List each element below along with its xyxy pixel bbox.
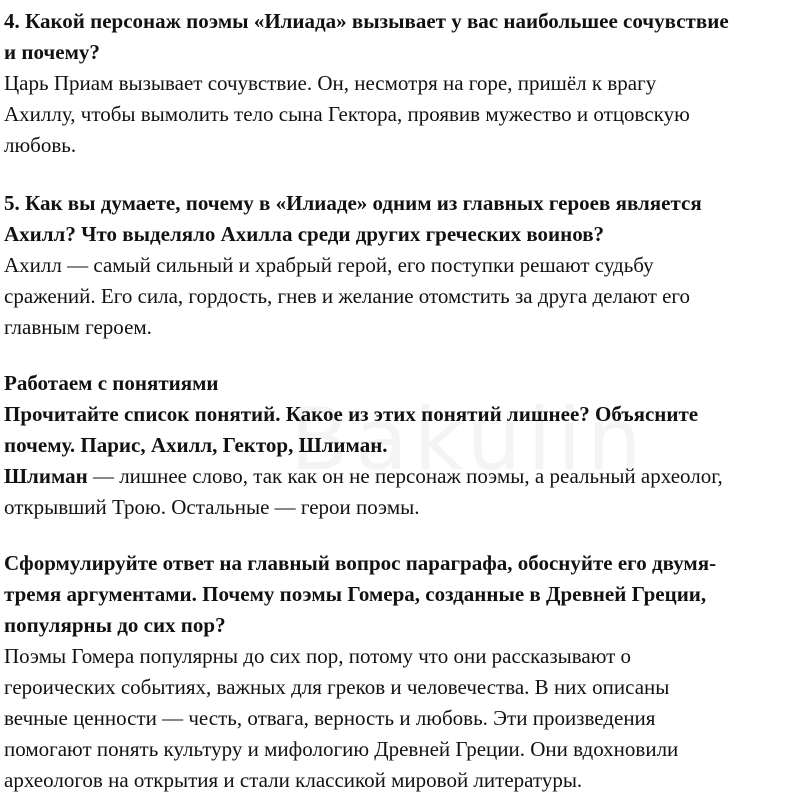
concepts-answer-rest: — лишнее слово, так как он не персонаж поэмы, а реальный археолог, открывший Трою. Остальные — герои поэмы. xyxy=(4,464,723,519)
main-question-block xyxy=(4,548,796,796)
answer-4-text: Царь Приам вызывает сочувствие. Он, несмотря на горе, пришёл к врагу Ахиллу, чтобы вымолить тело сына Гектора, проявив мужество и отцовскую любовь. xyxy=(4,71,690,157)
concepts-answer-keyword: Шлиман xyxy=(4,464,88,488)
answer-5-text: Ахилл — самый сильный и храбрый герой, его поступки решают судьбу сражений. Его сила, гордость, гнев и желание отомстить за друга делают его главным героем. xyxy=(4,253,691,339)
main-question-text: Сформулируйте ответ на главный вопрос параграфа, обоснуйте его двумя- тремя аргументами. Почему поэмы Гомера, созданные в Древней Греции, популярны до сих пор? xyxy=(4,551,717,637)
question-4-text: 4. Какой персонаж поэмы «Илиада» вызывает у вас наибольшее сочувствие и почему? xyxy=(4,9,729,64)
question-block-5 xyxy=(4,188,796,343)
concepts-question-text: Работаем с понятиями Прочитайте список понятий. Какое из этих понятий лишнее? Объясните почему. Парис, Ахилл, Гектор, Шлиман. xyxy=(4,371,699,457)
question-block-4 xyxy=(4,6,796,161)
question-5-text: 5. Как вы думаете, почему в «Илиаде» одним из главных героев является Ахилл? Что выделяло Ахилла среди других греческих воинов? xyxy=(4,191,702,246)
concepts-block xyxy=(4,368,796,523)
main-answer-text: Поэмы Гомера популярны до сих пор, потому что они рассказывают о героических событиях, важных для греков и человечества. В них описаны вечные ценности — честь, отвага, верность и любовь. Эти произведения помогают понять культуру и мифологию Древней Греции. Они вдохновили археологов на открытия и стали классикой мировой литературы. xyxy=(4,644,679,792)
concepts-answer-text xyxy=(4,461,796,523)
